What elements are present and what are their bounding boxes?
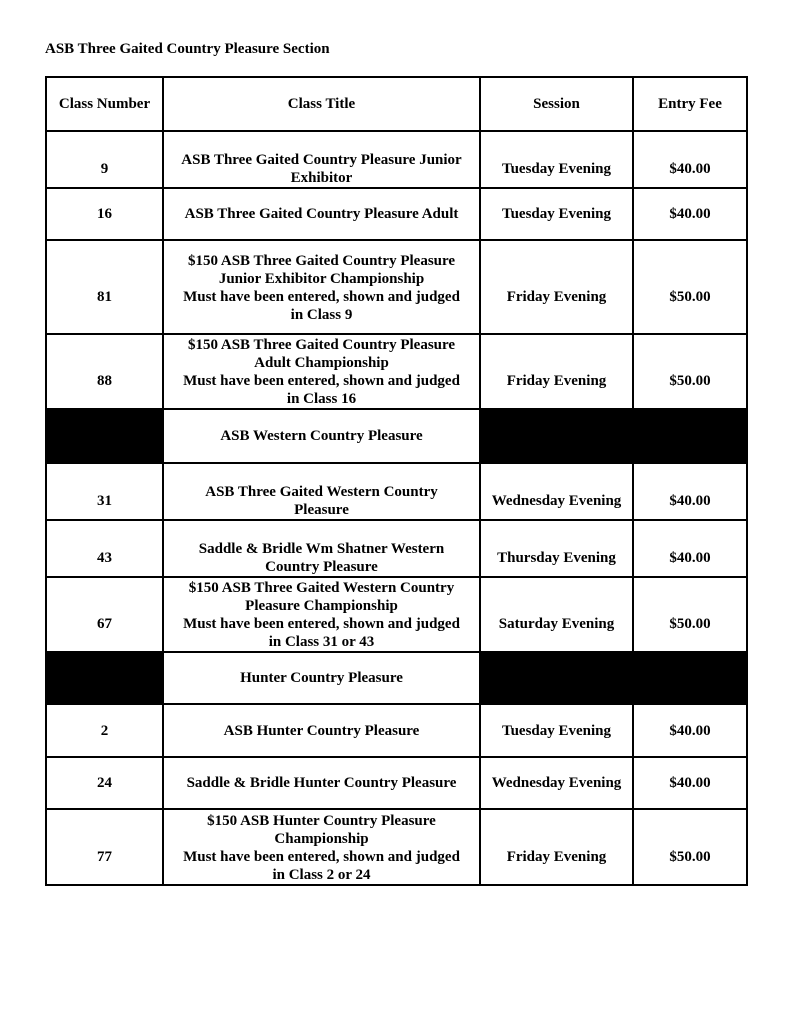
class-title-line: in Class 31 or 43 bbox=[268, 634, 375, 650]
shaded-cell bbox=[633, 409, 747, 463]
class-number-cell bbox=[46, 131, 163, 188]
class-number-cell bbox=[46, 520, 163, 577]
entry-fee: $50.00 bbox=[669, 373, 711, 389]
entry-fee: $40.00 bbox=[633, 757, 747, 809]
class-number: 88 bbox=[97, 373, 112, 389]
entry-fee: $50.00 bbox=[669, 616, 711, 632]
table-row bbox=[46, 240, 747, 334]
class-title-line: $150 ASB Three Gaited Western Country bbox=[188, 580, 455, 596]
header-entry-fee: Entry Fee bbox=[633, 77, 747, 131]
session-cell bbox=[480, 240, 633, 334]
class-number: 24 bbox=[46, 757, 163, 809]
table-row bbox=[46, 131, 747, 188]
header-class-number: Class Number bbox=[46, 77, 163, 131]
entry-fee: $40.00 bbox=[633, 188, 747, 240]
class-number: 81 bbox=[97, 289, 112, 305]
class-title: Saddle & Bridle Hunter Country Pleasure bbox=[163, 757, 480, 809]
table-row bbox=[46, 704, 747, 757]
header-session: Session bbox=[480, 77, 633, 131]
table-row bbox=[46, 757, 747, 809]
shaded-cell bbox=[46, 652, 163, 704]
session: Tuesday Evening bbox=[480, 704, 633, 757]
entry-fee: $40.00 bbox=[669, 160, 711, 177]
session: Wednesday Evening bbox=[480, 757, 633, 809]
entry-fee: $40.00 bbox=[669, 492, 711, 509]
shaded-cell bbox=[633, 652, 747, 704]
class-schedule-table bbox=[45, 76, 748, 886]
class-title-cell bbox=[163, 334, 480, 409]
session-cell bbox=[480, 577, 633, 652]
class-title-line: Junior Exhibitor Championship bbox=[218, 271, 425, 287]
session-cell bbox=[480, 334, 633, 409]
class-number: 16 bbox=[46, 188, 163, 240]
table-header-row bbox=[46, 77, 747, 131]
section-row-hunter bbox=[46, 652, 747, 704]
class-title-line: in Class 2 or 24 bbox=[272, 867, 371, 883]
entry-fee-cell bbox=[633, 577, 747, 652]
class-title-line: $150 ASB Three Gaited Country Pleasure bbox=[187, 253, 456, 269]
shaded-cell bbox=[480, 652, 633, 704]
table-row bbox=[46, 577, 747, 652]
class-number: 9 bbox=[100, 160, 109, 177]
section-heading-western: ASB Western Country Pleasure bbox=[163, 409, 480, 463]
entry-fee-cell bbox=[633, 520, 747, 577]
class-title-cell bbox=[163, 463, 480, 520]
class-title-cell bbox=[163, 520, 480, 577]
class-title-cell bbox=[163, 577, 480, 652]
class-title: ASB Three Gaited Country Pleasure Adult bbox=[163, 188, 480, 240]
entry-fee-cell bbox=[633, 131, 747, 188]
class-number: 43 bbox=[97, 549, 112, 566]
session: Friday Evening bbox=[506, 849, 607, 865]
class-title-line: Exhibitor bbox=[290, 169, 353, 186]
class-title-line: Must have been entered, shown and judged bbox=[183, 373, 460, 389]
class-title-line: Pleasure bbox=[294, 501, 349, 518]
class-number: 77 bbox=[97, 849, 112, 865]
session: Friday Evening bbox=[506, 373, 607, 389]
entry-fee-cell bbox=[633, 463, 747, 520]
class-title-line: ASB Three Gaited Country Pleasure Junior bbox=[181, 151, 462, 168]
class-number-cell bbox=[46, 809, 163, 885]
header-class-title: Class Title bbox=[163, 77, 480, 131]
table-row bbox=[46, 334, 747, 409]
session: Thursday Evening bbox=[497, 549, 616, 566]
entry-fee: $50.00 bbox=[669, 289, 711, 305]
table-row bbox=[46, 188, 747, 240]
class-number-cell bbox=[46, 577, 163, 652]
section-heading-hunter: Hunter Country Pleasure bbox=[163, 652, 480, 704]
class-title-line: $150 ASB Three Gaited Country Pleasure bbox=[187, 337, 456, 353]
entry-fee: $50.00 bbox=[669, 849, 711, 865]
class-title-line: Saddle & Bridle Wm Shatner Western bbox=[198, 540, 445, 557]
session-cell bbox=[480, 131, 633, 188]
session-cell bbox=[480, 809, 633, 885]
class-title-line: in Class 9 bbox=[290, 307, 353, 323]
shaded-cell bbox=[46, 409, 163, 463]
class-title-line: ASB Three Gaited Western Country bbox=[205, 483, 438, 500]
page-title: ASB Three Gaited Country Pleasure Section bbox=[45, 41, 330, 57]
shaded-cell bbox=[480, 409, 633, 463]
class-number-cell bbox=[46, 463, 163, 520]
class-title-cell bbox=[163, 809, 480, 885]
class-title-line: Must have been entered, shown and judged bbox=[183, 616, 460, 632]
session-cell bbox=[480, 463, 633, 520]
entry-fee: $40.00 bbox=[669, 549, 711, 566]
entry-fee: $40.00 bbox=[633, 704, 747, 757]
class-title-line: Country Pleasure bbox=[265, 558, 378, 575]
class-title-cell bbox=[163, 131, 480, 188]
class-title-line: Must have been entered, shown and judged bbox=[183, 849, 460, 865]
class-title-line: in Class 16 bbox=[286, 391, 357, 407]
class-number: 2 bbox=[46, 704, 163, 757]
table-row bbox=[46, 809, 747, 885]
class-title-cell bbox=[163, 240, 480, 334]
class-number: 31 bbox=[97, 492, 112, 509]
class-number-cell bbox=[46, 240, 163, 334]
session: Friday Evening bbox=[506, 289, 607, 305]
class-title-line: Championship bbox=[274, 831, 369, 847]
entry-fee-cell bbox=[633, 809, 747, 885]
section-row-western bbox=[46, 409, 747, 463]
entry-fee-cell bbox=[633, 240, 747, 334]
session: Tuesday Evening bbox=[480, 188, 633, 240]
session: Wednesday Evening bbox=[491, 492, 622, 509]
session: Saturday Evening bbox=[498, 616, 615, 632]
class-title-line: Adult Championship bbox=[254, 355, 389, 371]
class-title-line: $150 ASB Hunter Country Pleasure bbox=[207, 813, 436, 829]
class-number: 67 bbox=[97, 616, 112, 632]
table-row bbox=[46, 520, 747, 577]
session-cell bbox=[480, 520, 633, 577]
class-number-cell bbox=[46, 334, 163, 409]
table-row bbox=[46, 463, 747, 520]
class-title-line: Pleasure Championship bbox=[245, 598, 398, 614]
entry-fee-cell bbox=[633, 334, 747, 409]
session: Tuesday Evening bbox=[501, 160, 612, 177]
class-title: ASB Hunter Country Pleasure bbox=[163, 704, 480, 757]
class-title-line: Must have been entered, shown and judged bbox=[183, 289, 460, 305]
